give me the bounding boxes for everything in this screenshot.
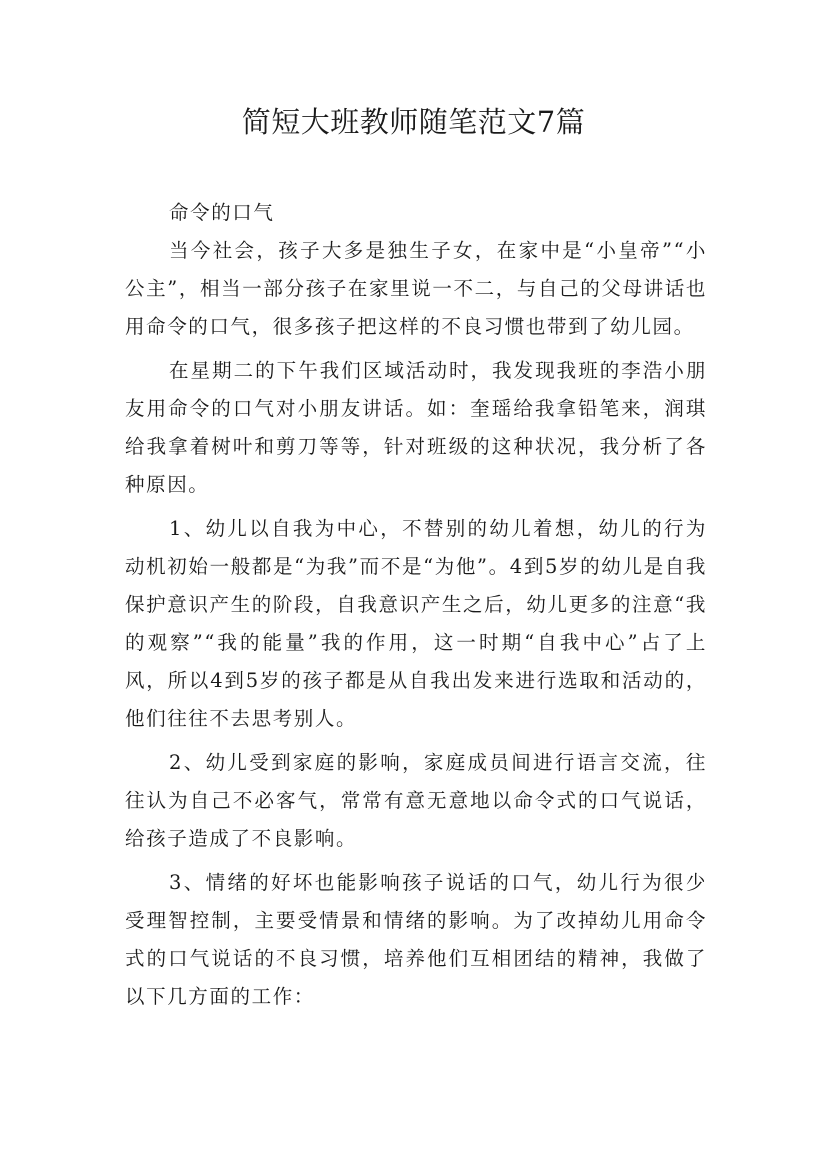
section-heading: 命令的口气 (169, 201, 275, 224)
paragraph-reason-2: 2、幼儿受到家庭的影响，家庭成员间进行语言交流，往往认为自己不必客气，常常有意无意地以命令式的口气说话，给孩子造成了不良影响。 (125, 751, 707, 850)
paragraph-observation: 在星期二的下午我们区域活动时，我发现我班的李浩小朋友用命令的口气对小朋友讲话。如：奎瑶给我拿铅笔来，润琪给我拿着树叶和剪刀等等，针对班级的这种状况，我分析了各种原因。 (125, 359, 707, 496)
document-title: 简短大班教师随笔范文7篇 (241, 105, 586, 139)
paragraph-reason-1: 1、幼儿以自我为中心，不替别的幼儿着想，幼儿的行为动机初始一般都是“为我”而不是“为他”。4到5岁的幼儿是自我保护意识产生的阶段，自我意识产生之后，幼儿更多的注意“我的观察”“我的能量”我的作用，这一时期“自我中心”占了上风，所以4到5岁的孩子都是从自我出发来进行选取和活动的，他们往往不去思考别人。 (125, 517, 707, 730)
paragraph-intro: 当今社会，孩子大多是独生子女，在家中是“小皇帝”“小公主”，相当一部分孩子在家里说一不二，与自己的父母讲话也用命令的口气，很多孩子把这样的不良习惯也带到了幼儿园。 (125, 239, 707, 338)
paragraph-reason-3: 3、情绪的好坏也能影响孩子说话的口气，幼儿行为很少受理智控制，主要受情景和情绪的影响。为了改掉幼儿用命令式的口气说话的不良习惯，培养他们互相团结的精神，我做了以下几方面的工作： (125, 871, 707, 1008)
document-body (125, 194, 707, 1022)
